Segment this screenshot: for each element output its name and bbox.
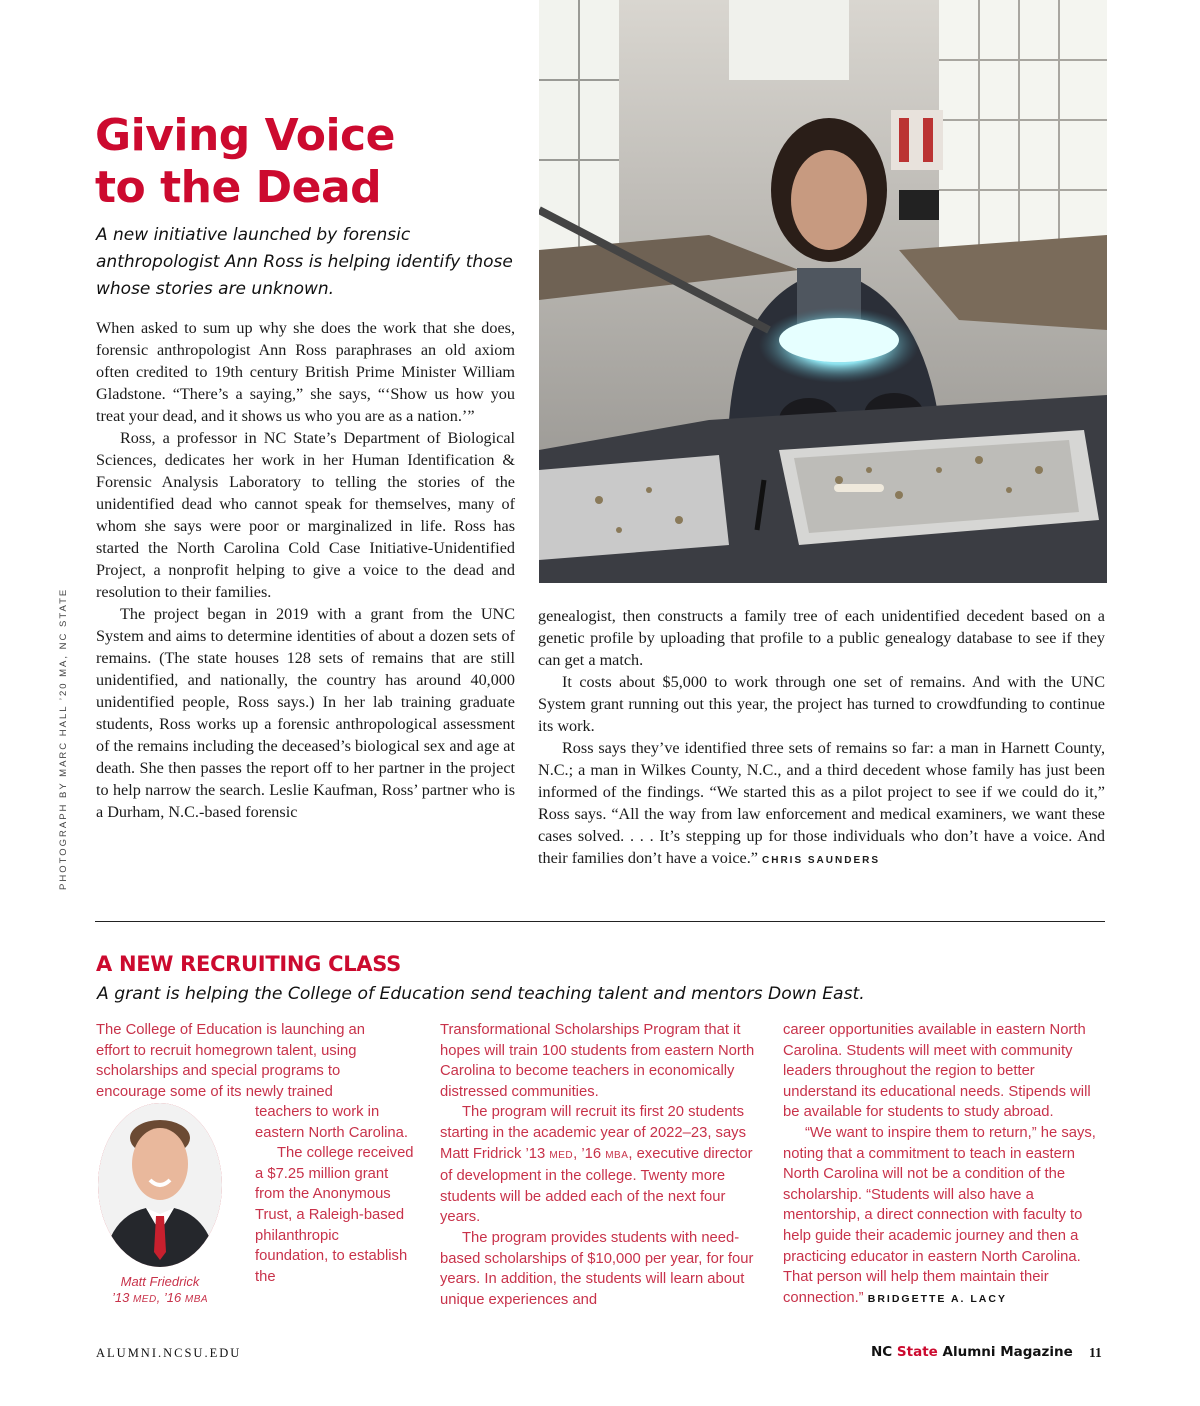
page-number: 11: [1089, 1345, 1102, 1360]
footer-magazine-name: [871, 1344, 1073, 1360]
paragraph: [538, 737, 1105, 872]
degree-mba: MBA: [605, 1149, 629, 1161]
paragraph-text: , executive director of development in the college. Twenty more students will be added each of the next four years.: [440, 1145, 753, 1226]
paragraph: Ross, a professor in NC State’s Department of Biological Sciences, dedicates her work in her Human Identification & Forensic Analysis Laboratory to telling the stories of the unidentified dead who cannot speak for themselves, many of whom she says were poor or marginalized in life. Ross has started the North Carolina Cold Case Initiative-Unidentified Project, a nonprofit helping to give a voice to the dead and resolution to their families.: [96, 429, 515, 601]
article-deck: A new initiative launched by forensic anthropologist Ann Ross is helping identify those whose stories are unknown.: [96, 225, 513, 299]
lab-photo-graphic: [539, 0, 1107, 583]
paragraph: genealogist, then constructs a family tree of each unidentified decedent based on a genetic profile by uploading that profile to a public genealogy database to see if they can get a match.: [538, 607, 1105, 669]
footer-url: ALUMNI.NCSU.EDU: [96, 1346, 242, 1360]
caption-year: , ’16: [156, 1290, 185, 1305]
paragraph: It costs about $5,000 to work through one set of remains. And with the UNC System grant running out this year, the project has turned to crowdfunding to continue its work.: [538, 673, 1105, 735]
paragraph: Transformational Scholarships Program that it hopes will train 100 students from eastern North Carolina to become teachers in economically distressed communities.: [440, 1022, 755, 1100]
recruiting-column-1-wrap: [255, 1102, 415, 1287]
article-headline: [95, 110, 525, 214]
caption-degrees: [100, 1290, 220, 1308]
paragraph: career opportunities available in eastern North Carolina. Students will meet with community leaders throughout the region to better understand its educational needs. Stipends will be available for students to study abroad.: [783, 1022, 1091, 1121]
photo-credit: PHOTOGRAPH BY MARC HALL ’20 MA, NC STATE: [58, 587, 69, 890]
portrait-caption: [100, 1274, 220, 1308]
section-divider: [95, 921, 1105, 922]
section-headline: A NEW RECRUITING CLASS: [96, 952, 401, 976]
paragraph: teachers to work in eastern North Carolina.: [255, 1104, 408, 1141]
paragraph-text: Ross says they’ve identified three sets of remains so far: a man in Harnett County, N.C.; a man in Wilkes County, N.C., and a third decedent whose family has just been informed of the findings. “We started this as a pilot project to see if we could do it,” Ross says. “All the way from law enforcement and medical examiners, we want these cases solved. . . . It’s stepping up for those individuals who don’t have a voice. And their families don’t have a voice.”: [538, 739, 1105, 867]
degree-med: MED: [132, 1294, 157, 1305]
lab-photo: [539, 0, 1107, 583]
headline-line-2: to the Dead: [95, 162, 382, 213]
paragraph: The College of Education is launching an effort to recruit homegrown talent, using scholarships and special programs to encourage some of its newly trained: [96, 1022, 365, 1100]
caption-name: Matt Friedrick: [120, 1274, 200, 1289]
portrait-matt-friedrick: [98, 1102, 222, 1268]
section-deck: A grant is helping the College of Education send teaching talent and mentors Down East.: [97, 984, 865, 1004]
paragraph: When asked to sum up why she does the work that she does, forensic anthropologist Ann Ross paraphrases an old axiom often credited to 19th century British Prime Minister William Gladstone. “There’s a saying,” she says, “‘Show us how you treat your dead, and it shows us who you are as a nation.’”: [96, 319, 515, 425]
headline-line-1: Giving Voice: [95, 110, 395, 161]
author-byline: CHRIS SAUNDERS: [762, 855, 881, 866]
paragraph: The project began in 2019 with a grant from the UNC System and aims to determine identities of about a dozen sets of remains. (The state houses 128 sets of remains that are still unidentified, and nationally, the country has around 40,000 unidentified people, Ross says.) In her lab training graduate students, Ross works up a forensic anthropological assessment of the remains including the deceased’s biological sex and age at death. She then passes the report off to her partner in the project to help narrow the search. Leslie Kaufman, Ross’ partner who is a Durham, N.C.-based forensic: [96, 605, 515, 821]
recruiting-column-1: [96, 1020, 396, 1102]
magazine-name-state: State: [896, 1344, 938, 1360]
degree-mba: MBA: [184, 1294, 209, 1305]
paragraph-text: The program will recruit its first 20 students starting in the academic year of 2022–23, says Matt Fridrick ’13: [440, 1104, 746, 1162]
recruiting-column-2: [440, 1020, 758, 1310]
recruiting-column-3: [783, 1020, 1105, 1309]
paragraph-text: , ’16: [573, 1145, 606, 1162]
paragraph-text: “We want to inspire them to return,” he says, noting that a commitment to teach in eastern North Carolina will not be a condition of the scholarship. “Students will also have a mentorship, a direct connection with faculty to help guide their academic journey and then a practicing educator in eastern North Carolina. That person will help them maintain their connection.”: [783, 1124, 1096, 1306]
article-column-1: [96, 317, 515, 823]
paragraph: The program provides students with need-based scholarships of $10,000 per year, for four years. In addition, the students will learn about unique experiences and: [440, 1229, 754, 1308]
paragraph: [783, 1123, 1105, 1309]
portrait-graphic: [98, 1102, 222, 1268]
caption-year: ’13: [111, 1290, 133, 1305]
author-byline: BRIDGETTE A. LACY: [867, 1292, 1007, 1305]
magazine-name-rest: Alumni Magazine: [937, 1344, 1073, 1360]
article-column-2: [538, 605, 1105, 872]
paragraph: The college received a $7.25 million grant from the Anonymous Trust, a Raleigh-based philanthropic foundation, to establish the: [255, 1145, 414, 1285]
magazine-name-nc: NC: [871, 1344, 897, 1360]
paragraph: [440, 1102, 758, 1228]
degree-med: MED: [549, 1149, 574, 1161]
